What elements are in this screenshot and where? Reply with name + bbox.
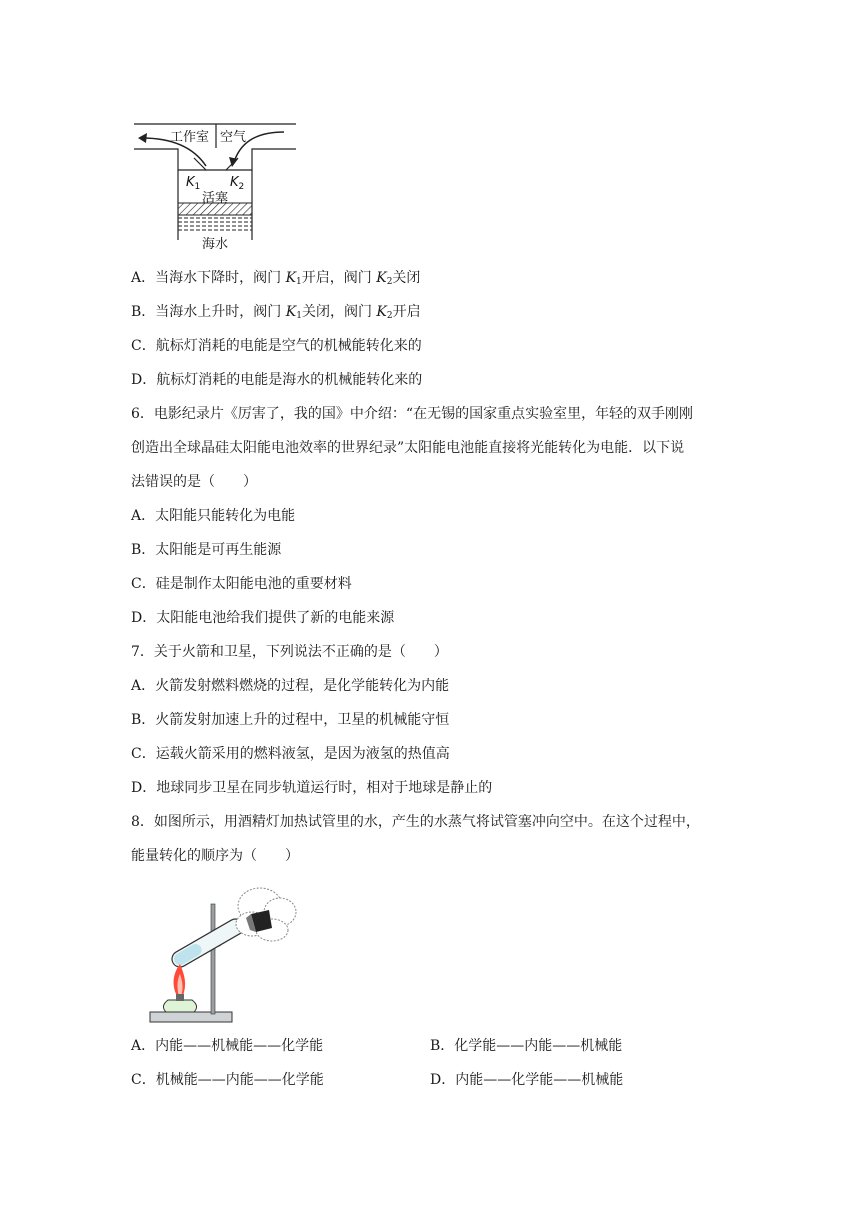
svg-text:K2 [230,175,244,192]
q8-option-b: B．化学能——内能——机械能 [430,1038,623,1054]
label-air: 空气 [220,130,247,145]
q8-option-d: D．内能——化学能——机械能 [430,1072,624,1088]
q6-stem-line3: 法错误的是（ ） [131,474,257,490]
q6-stem-line1: 6．电影纪录片《厉害了，我的国》中介绍：“在无锡的国家重点实验室里，年轻的双手刚刚 [131,406,694,422]
q7-option-c: C．运载火箭采用的燃料液氢，是因为液氢的热值高 [131,746,450,762]
label-seawater: 海水 [202,237,229,252]
label-k1-sub: 1 [194,182,201,192]
label-piston: 活塞 [202,191,229,206]
label-k2-sub: 2 [238,182,245,192]
q6-option-d: D．太阳能电池给我们提供了新的电能来源 [131,610,395,626]
q8-stem-line2: 能量转化的顺序为（ ） [131,848,299,864]
q5-option-d: D．航标灯消耗的电能是海水的机械能转化来的 [131,372,423,388]
q7-stem: 7．关于火箭和卫星，下列说法不正确的是（ ） [131,644,448,660]
q7-option-d: D．地球同步卫星在同步轨道运行时，相对于地球是静止的 [131,780,493,796]
q6-stem-line2: 创造出全球晶硅太阳能电池效率的世界纪录”太阳能电池能直接将光能转化为电能．以下说 [131,440,685,456]
q8-option-a: A．内能——机械能——化学能 [131,1038,324,1054]
q8-stem-line1: 8．如图所示，用酒精灯加热试管里的水，产生的水蒸气将试管塞冲向空中。在这个过程中， [131,814,700,830]
q6-option-b: B．太阳能是可再生能源 [131,542,282,558]
q8-option-c: C．机械能——内能——化学能 [131,1072,324,1088]
q5-option-a: A．当海水下降时，阀门 $K_1$开启，阀门 $K_2$关闭 [131,270,421,287]
q5-option-c: C．航标灯消耗的电能是空气的机械能转化来的 [131,338,422,354]
label-k2: K [230,175,239,190]
q7-option-a: A．火箭发射燃料燃烧的过程，是化学能转化为内能 [131,678,450,694]
q7-option-b: B．火箭发射加速上升的过程中，卫星的机械能守恒 [131,712,450,728]
navigation-light-diagram [134,118,298,252]
q6-option-c: C．硅是制作太阳能电池的重要材料 [131,576,352,592]
q6-option-a: A．太阳能只能转化为电能 [131,508,296,524]
test-tube-experiment-diagram [148,880,308,1028]
svg-text:K1 [186,175,200,192]
q5-option-b: B．当海水上升时，阀门 $K_1$关闭，阀门 $K_2$开启 [131,304,421,321]
label-k1: K [186,175,195,190]
label-workroom: 工作室 [170,130,210,145]
